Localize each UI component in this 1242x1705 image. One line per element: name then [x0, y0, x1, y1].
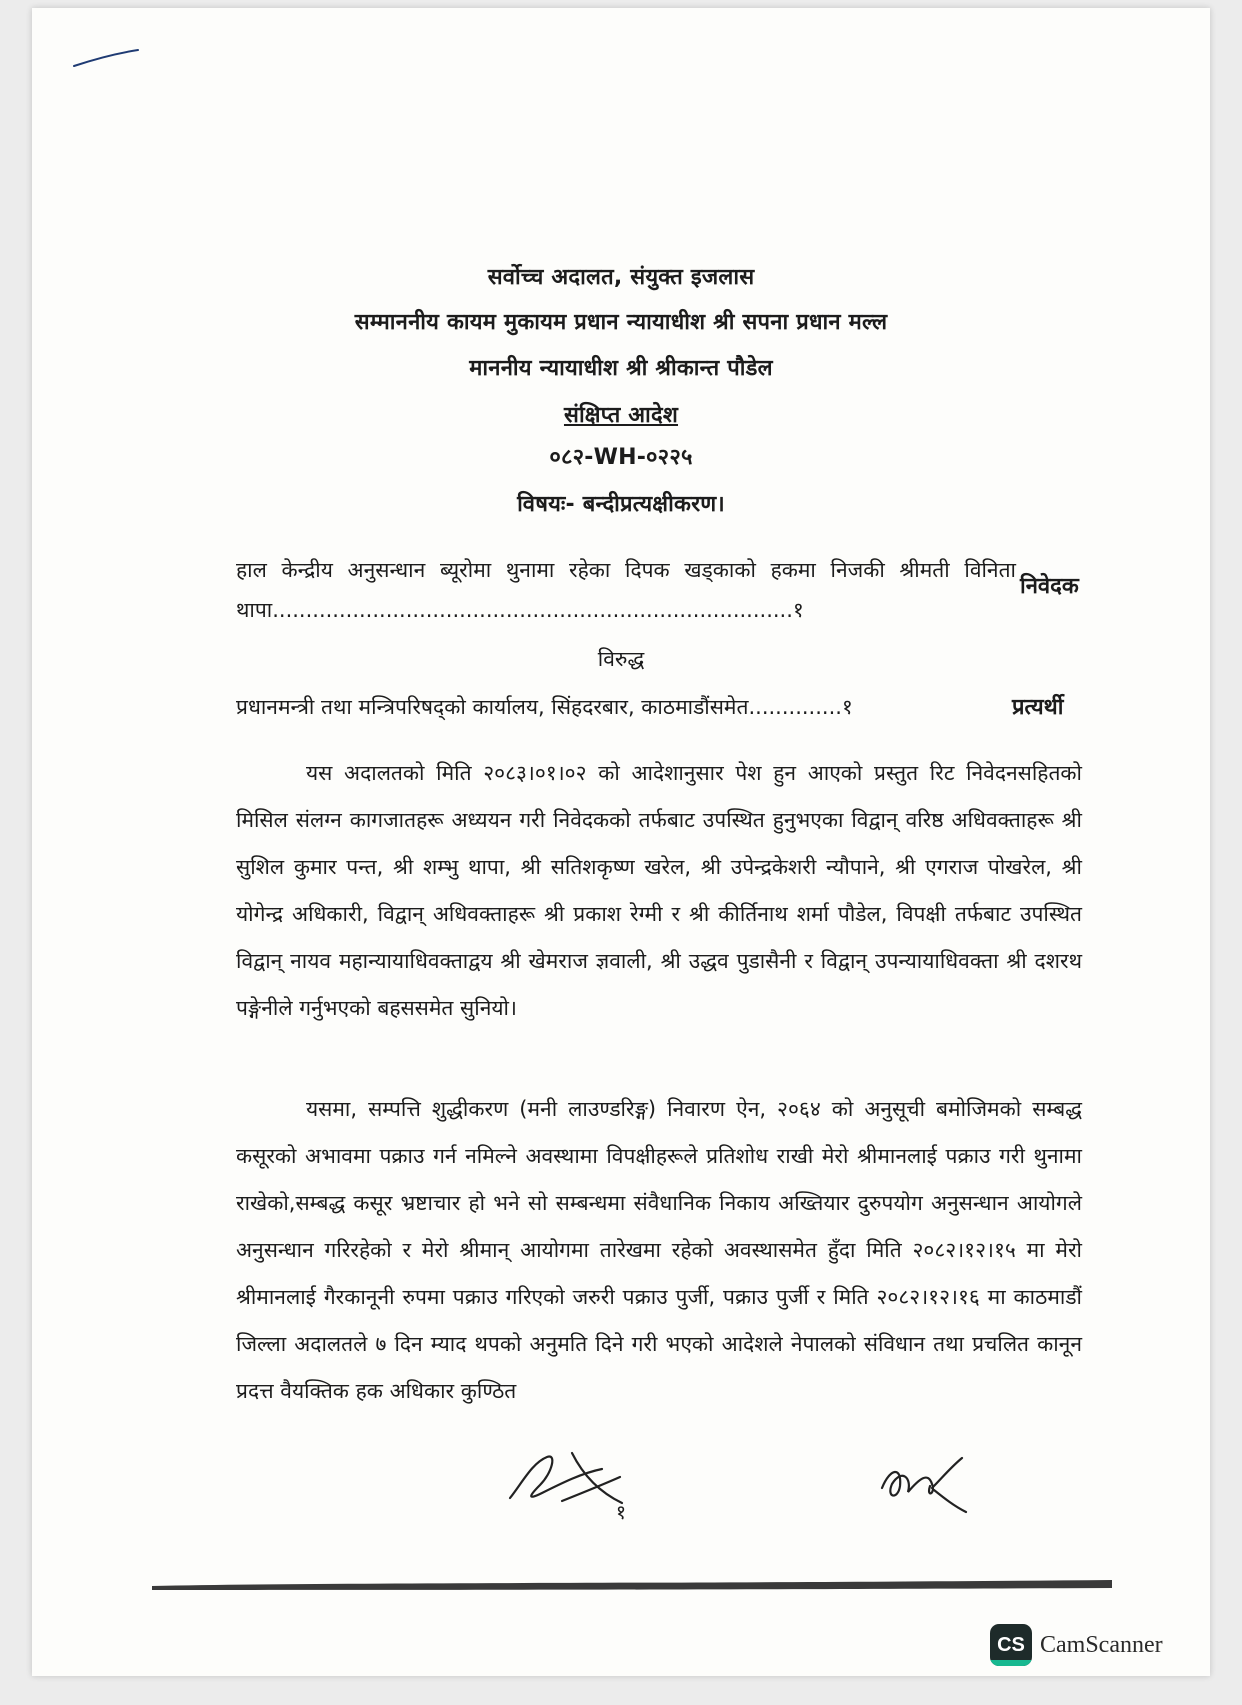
- versus-label: विरुद्ध: [597, 647, 645, 671]
- pen-stroke-mark: [72, 42, 142, 72]
- camscanner-watermark: [990, 1624, 1163, 1666]
- petitioner-role-label: निवेदक: [1020, 574, 1079, 599]
- respondent-role-label: प्रत्यर्थी: [1012, 695, 1064, 720]
- body-paragraph: यसमा, सम्पत्ति शुद्धीकरण (मनी लाउण्डरिङ्ग) निवारण ऐन, २०६४ को अनुसूची बमोजिमको सम्बद्ध कसूरको अभावमा पक्राउ गर्न नमिल्ने अवस्थामा विपक्षीहरूले प्रतिशोध राखी मेरो श्रीमानलाई पक्राउ गरी थुनामा राखेको,सम्बद्ध कसूर भ्रष्टाचार हो भने सो सम्बन्धमा संवैधानिक निकाय अख्तियार दुरुपयोग अनुसन्धान आयोगले अनुसन्धान गरिरहेको र मेरो श्रीमान् आयोगमा तारेखमा रहेको अवस्थासमेत हुँदा मिति २०८२।१२।१५ मा मेरो श्रीमानलाई गैरकानूनी रुपमा पक्राउ गरिएको जरुरी पक्राउ पुर्जी, पक्राउ पुर्जी र मिति २०८२।१२।१६ मा काठमाडौं जिल्ला अदालतले ७ दिन म्याद थपको अनुमति दिने गरी भएको आदेशले नेपालको संविधान तथा प्रचलित कानून प्रदत्त वैयक्तिक हक अधिकार कुण्ठित: [236, 1097, 1082, 1403]
- camscanner-name: CamScanner: [1040, 1631, 1163, 1658]
- case-number: ०८२-WH-०२२५: [549, 445, 693, 470]
- order-type-heading: संक्षिप्त आदेश: [563, 403, 679, 428]
- petitioner-description: हाल केन्द्रीय अनुसन्धान ब्यूरोमा थुनामा रहेका दिपक खड्काको हकमा निजकी श्रीमती विनिता थापा..............................................................................१: [236, 558, 1016, 622]
- judge-justice: माननीय न्यायाधीश श्री श्रीकान्त पौडेल: [469, 356, 773, 381]
- respondent-description: प्रधानमन्त्री तथा मन्त्रिपरिषद्को कार्यालय, सिंहदरबार, काठमाडौंसमेत..............१: [236, 695, 853, 719]
- page-number: १: [615, 1500, 627, 1524]
- judge-chief-justice: सम्माननीय कायम मुकायम प्रधान न्यायाधीश श्री सपना प्रधान मल्ल: [354, 310, 888, 335]
- court-name: सर्वोच्च अदालत, संयुक्त इजलास: [487, 265, 755, 290]
- body-paragraph: यस अदालतको मिति २०८३।०१।०२ को आदेशानुसार पेश हुन आएको प्रस्तुत रिट निवेदनसहितको मिसिल संलग्न कागजातहरू अध्ययन गरी निवेदकको तर्फबाट उपस्थित हुनुभएका विद्वान् वरिष्ठ अधिवक्ताहरू श्री सुशिल कुमार पन्त, श्री शम्भु थापा, श्री सतिशकृष्ण खरेल, श्री उपेन्द्रकेशरी न्यौपाने, श्री एगराज पोखरेल, श्री योगेन्द्र अधिकारी, विद्वान् अधिवक्ताहरू श्री प्रकाश रेग्मी र श्री कीर्तिनाथ शर्मा पौडेल, विपक्षी तर्फबाट उपस्थित विद्वान् नायव महान्यायाधिवक्ताद्वय श्री खेमराज ज्ञवाली, श्री उद्धव पुडासैनी र विद्वान् उपन्यायाधिवक्ता श्री दशरथ पङ्गेनीले गर्नुभएको बहससमेत सुनियो।: [236, 761, 1082, 1020]
- case-subject: विषयः- बन्दीप्रत्यक्षीकरण।: [517, 492, 725, 517]
- scanned-page: [32, 8, 1210, 1676]
- camscanner-logo: CS: [990, 1624, 1032, 1666]
- paper-bottom-edge: [152, 1578, 1112, 1592]
